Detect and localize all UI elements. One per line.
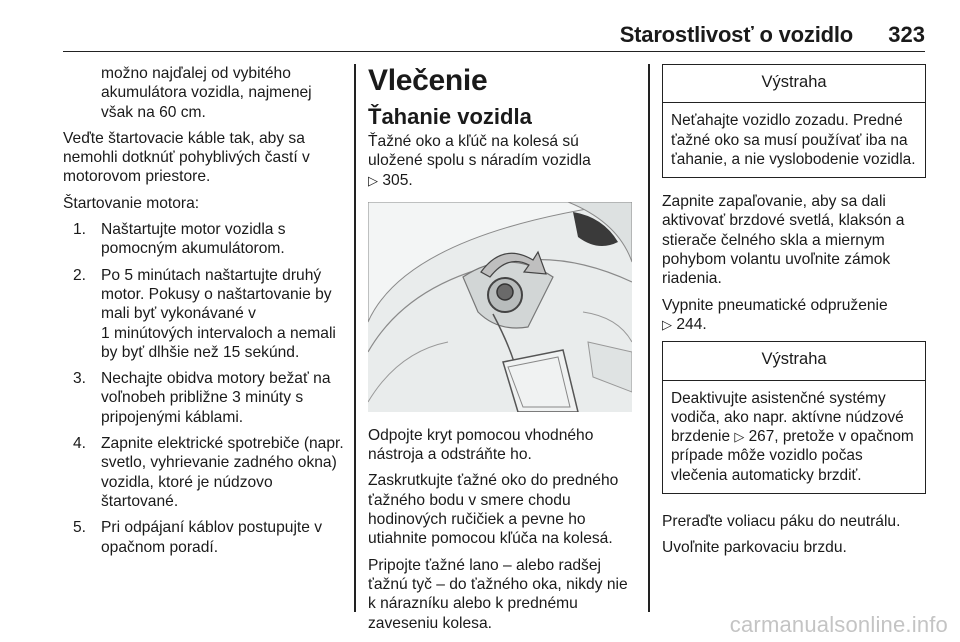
warning-box-assist-systems [662,341,926,494]
continuation-text: možno najďalej od vybitého akumulátora vozidla, najmenej však na 60 cm. [101,65,312,121]
page-reference[interactable]: 305. [382,171,413,189]
column-divider-left [354,64,356,612]
page-title: Starostlivosť o vozidlo [619,22,853,47]
warning-text-reference: 267, pretože v opačnom prípade môže vozidlo počas vlečenia automaticky brzdiť. [671,428,914,484]
column-divider-right [648,64,650,612]
towing-intro-text: Ťažné oko a kľúč na kolesá sú uložené spolu s náradím vozidla [368,133,591,170]
step-text: Zapnite elektrické spotrebiče (napr. svetlo, vyhrievanie zadného okna) vozidla, ktoré je núdzovo štartované. [101,435,344,510]
step-text: Pri odpájaní káblov postupujte v opačnom poradí. [101,519,323,556]
step-number: 4. [73,435,87,453]
towing-eye-illustration [368,202,632,412]
step-text: Naštartujte motor vozidla s pomocným akumulátorom. [101,221,286,258]
neutral-text: Preraďte voliacu páku do neutrálu. [662,513,901,531]
section-title: Vlečenie [368,64,488,97]
towing-intro [368,132,634,190]
suspension-instruction: Vypnite pneumatické odpruženie [662,296,888,314]
column-middle [368,64,634,640]
cables-note: Veďte štartovacie káble tak, aby sa nemohli dotknúť pohyblivých častí v motorovom priestore. [63,129,310,186]
start-steps-list [63,220,345,557]
step-number: 5. [73,519,87,537]
ignition-text: Zapnite zapaľovanie, aby sa dali aktivovať brzdové svetlá, klaksón a stierače čelného skla a miernym pohybom volantu uvoľnite zámok riadenia. [662,193,905,288]
towing-eye-drawing [368,202,632,412]
warning-text [663,381,925,493]
list-item [73,369,345,427]
column-right [662,64,926,565]
column-left [63,64,345,564]
step-text: Po 5 minútach naštartujte druhý motor. Pokusy o naštartovanie by mali byť vykonávané v 1 minútových intervaloch a nemali by byť dlhšie než 15 sekúnd. [101,266,336,361]
screw-eye-text: Zaskrutkujte ťažné oko do predného ťažného bodu v smere chodu hodinových ručičiek a pevne ho utiahnite pomocou kľúča na kolesá. [368,472,619,548]
parking-brake-text: Uvoľnite parkovaciu brzdu. [662,539,847,557]
list-item [73,266,345,362]
page-number: 323 [888,22,925,47]
page-reference-arrow-icon: ▷ [368,172,378,188]
page-reference[interactable]: 244. [676,315,707,333]
watermark: carmanualsonline.info [729,612,948,637]
warning-box-towing-direction [662,64,926,178]
list-item [73,518,345,557]
attach-rope-text: Pripojte ťažné lano – alebo radšej ťažnú tyč – do ťažného oka, nikdy nie k nárazníku alebo k prednému zaveseniu kolesa. [368,556,628,632]
step-number: 3. [73,370,87,388]
step-number: 2. [73,266,87,284]
start-intro: Štartovanie motora: [63,194,200,212]
warning-text: Neťahajte vozidlo zozadu. Predné ťažné oko sa musí používať iba na ťahanie, a nie vyslobodenie vozidla. [671,112,916,168]
step-text: Nechajte obidva motory bežať na voľnobeh približne 3 minúty s pripojenými káblami. [101,370,331,426]
cover-removal-text: Odpojte kryt pomocou vhodného nástroja a odstráňte ho. [368,426,594,464]
page-reference-arrow-icon: ▷ [662,316,672,332]
subsection-title: Ťahanie vozidla [368,104,532,129]
page-reference-arrow-icon: ▷ [734,429,745,445]
page-header [63,0,925,52]
warning-title: Výstraha [663,342,925,380]
warning-text-part: Deaktivujte asistenčné systémy vodiča, ako napr. aktívne núdzové brzdenie [671,389,904,446]
suspension-text [662,296,926,335]
warning-title: Výstraha [663,65,925,103]
step-number: 1. [73,221,87,239]
list-item [73,220,345,259]
list-item [73,434,345,511]
